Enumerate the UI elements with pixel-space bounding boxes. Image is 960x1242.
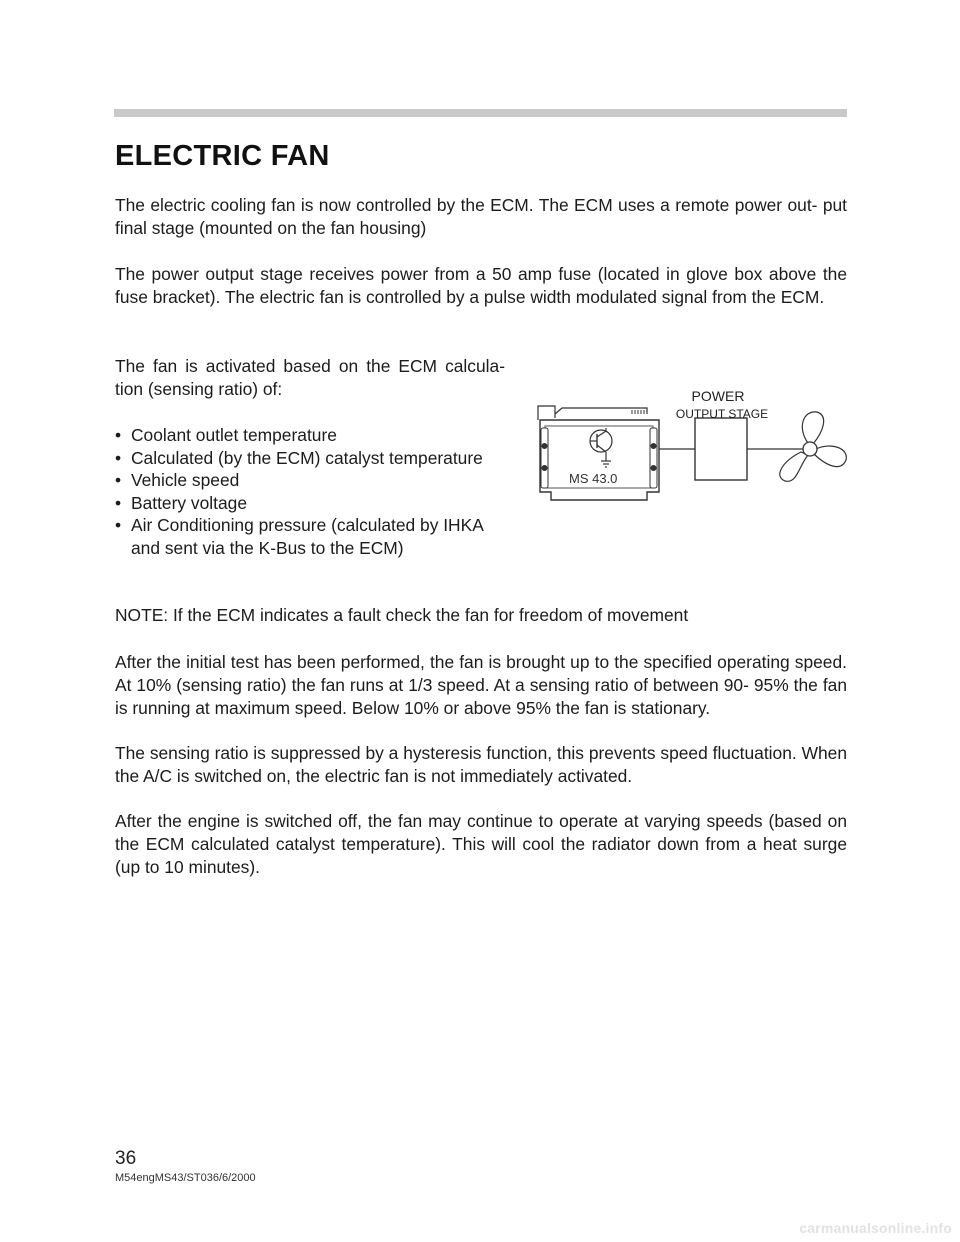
list-item [115, 469, 515, 492]
bullet-marker: • [115, 470, 122, 490]
list-item [115, 514, 515, 559]
document-code: M54engMS43/ST036/6/2000 [115, 1172, 256, 1184]
paragraph-intro: The electric cooling fan is now controlled by the ECM. The ECM uses a remote power out- put final stage (mounted on the fan housing) [115, 195, 847, 238]
list-item-text: Battery voltage [131, 492, 248, 513]
ecm-label: MS 43.0 [569, 471, 618, 486]
page-number: 36 [115, 1148, 137, 1169]
power-output-stage-box [695, 418, 747, 480]
note: NOTE: If the ECM indicates a fault check the fan for freedom of movement [115, 605, 689, 625]
list-item-text: Air Conditioning pressure (calculated by IHKA and sent via the K-Bus to the ECM) [131, 515, 483, 558]
bullet-marker: • [115, 515, 122, 535]
diagram-svg [535, 386, 850, 506]
bullet-marker: • [115, 425, 122, 445]
fan-control-diagram [535, 386, 850, 506]
bullet-marker: • [115, 492, 122, 513]
paragraph-hysteresis: The sensing ratio is suppressed by a hysteresis function, this prevents speed fluctuation. When the A/C is switched on, the electric fan is not immediately activated. [115, 743, 847, 786]
top-divider [114, 109, 847, 117]
paragraph-activation: The fan is activated based on the ECM calcula- tion (sensing ratio) of: [115, 356, 505, 399]
list-item-text: Vehicle speed [131, 470, 240, 490]
paragraph-operating-speed: After the initial test has been performed, the fan is brought up to the specified operating speed. At 10% (sensing ratio) the fan runs at 1/3 speed. At a sensing ratio of between 90- 95% the fan is running at maximum speed. Below 10% or above 95% the fan is stationary. [115, 652, 847, 718]
list-item [115, 424, 515, 447]
power-label: POWER [691, 388, 745, 404]
list-item-text: Calculated (by the ECM) catalyst temperature [131, 447, 483, 468]
paragraph-power-stage: The power output stage receives power from a 50 amp fuse (located in glove box above the fuse bracket). The electric fan is controlled by a pulse width modulated signal from the ECM. [115, 264, 847, 307]
list-item-text: Coolant outlet temperature [131, 425, 337, 445]
paragraph-after-run: After the engine is switched off, the fan may continue to operate at varying speeds (based on the ECM calculated catalyst temperature). This will cool the radiator down from a heat surge (up to 10 minutes). [115, 811, 847, 877]
output-stage-label: OUTPUT STAGE [675, 407, 769, 421]
bullet-marker: • [115, 447, 122, 468]
list-item [115, 492, 515, 515]
watermark: carmanualsonline.info [799, 1220, 952, 1236]
fan-icon [780, 412, 847, 481]
page-title: ELECTRIC FAN [115, 140, 330, 172]
sensing-ratio-list [115, 424, 515, 559]
list-item [115, 447, 515, 470]
